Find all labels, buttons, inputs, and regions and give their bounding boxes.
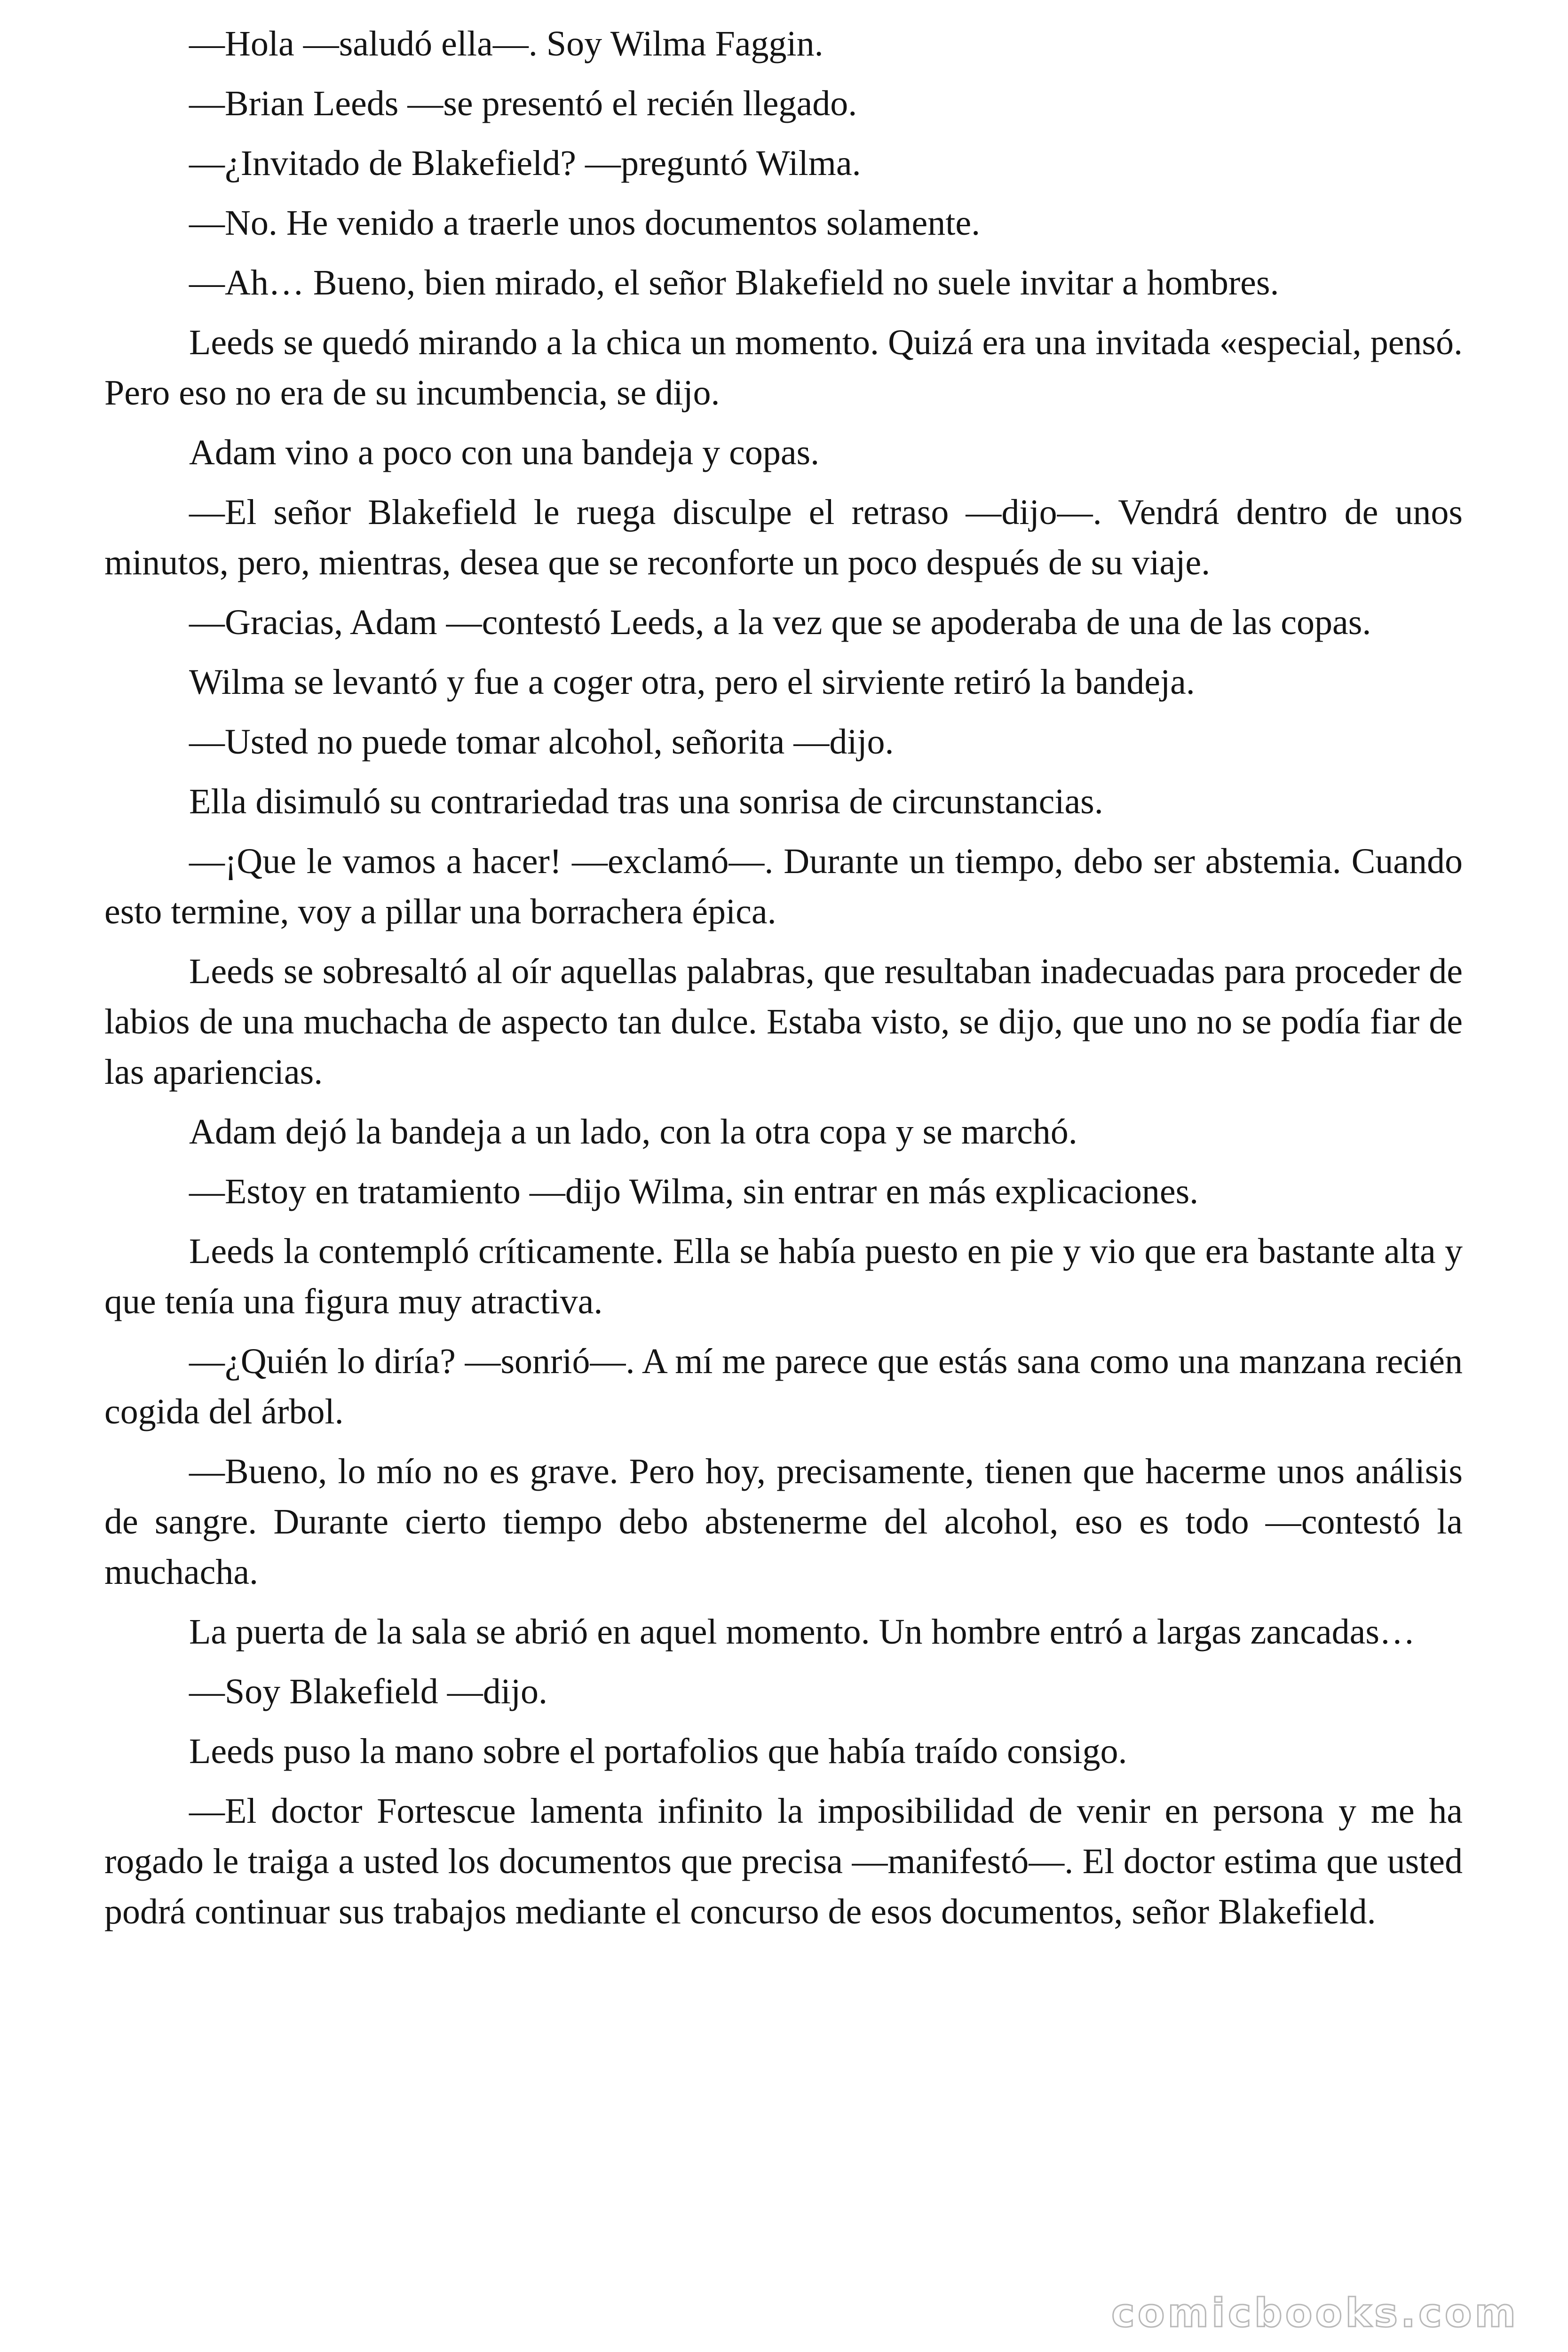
paragraph: —Soy Blakefield —dijo.	[189, 1672, 548, 1711]
book-page-text	[104, 19, 1463, 1947]
paragraph: —Gracias, Adam —contestó Leeds, a la vez que se apoderaba de una de las copas.	[189, 603, 1371, 642]
paragraph: Leeds la contempló críticamente. Ella se había puesto en pie y vio que era bastante alta y que tenía una figura muy atractiva.	[104, 1232, 1463, 1321]
paragraph: Leeds se quedó mirando a la chica un momento. Quizá era una invitada «especial, pensó. Pero eso no era de su incumbencia, se dijo.	[104, 323, 1463, 413]
paragraph: —Usted no puede tomar alcohol, señorita —dijo.	[189, 722, 894, 762]
paragraph: Adam dejó la bandeja a un lado, con la otra copa y se marchó.	[189, 1112, 1077, 1152]
watermark: comicbooks.com	[1111, 2290, 1519, 2336]
paragraph: —No. He venido a traerle unos documentos solamente.	[189, 203, 981, 243]
paragraph: Adam vino a poco con una bandeja y copas.	[189, 433, 820, 472]
paragraph: —El doctor Fortescue lamenta infinito la imposibilidad de venir en persona y me ha rogado le traiga a usted los documentos que precisa —manifestó—. El doctor estima que usted podrá continuar sus trabajos mediante el concurso de esos documentos, señor Blakefield.	[104, 1791, 1463, 1931]
paragraph: —Hola —saludó ella—. Soy Wilma Faggin.	[189, 24, 824, 64]
paragraph: —¿Quién lo diría? —sonrió—. A mí me parece que estás sana como una manzana recién cogida del árbol.	[104, 1342, 1463, 1431]
paragraph: —¿Invitado de Blakefield? —preguntó Wilma.	[189, 143, 861, 183]
paragraph: —Ah… Bueno, bien mirado, el señor Blakefield no suele invitar a hombres.	[189, 263, 1279, 302]
paragraph: —Brian Leeds —se presentó el recién llegado.	[189, 84, 857, 123]
paragraph: —Estoy en tratamiento —dijo Wilma, sin entrar en más explicaciones.	[189, 1172, 1199, 1211]
paragraph: Leeds puso la mano sobre el portafolios que había traído consigo.	[189, 1732, 1127, 1771]
paragraph: —¡Que le vamos a hacer! —exclamó—. Durante un tiempo, debo ser abstemia. Cuando esto termine, voy a pillar una borrachera épica.	[104, 842, 1463, 931]
paragraph: La puerta de la sala se abrió en aquel momento. Un hombre entró a largas zancadas…	[189, 1612, 1415, 1652]
paragraph: —Bueno, lo mío no es grave. Pero hoy, precisamente, tienen que hacerme unos análisis de sangre. Durante cierto tiempo debo abstenerme del alcohol, eso es todo —contestó la muchacha.	[104, 1452, 1463, 1592]
paragraph: Ella disimuló su contrariedad tras una sonrisa de circunstancias.	[189, 782, 1103, 821]
paragraph: Leeds se sobresaltó al oír aquellas palabras, que resultaban inadecuadas para proceder de labios de una muchacha de aspecto tan dulce. Estaba visto, se dijo, que uno no se podía fiar de las apariencias.	[104, 952, 1463, 1092]
paragraph: Wilma se levantó y fue a coger otra, pero el sirviente retiró la bandeja.	[189, 662, 1195, 702]
paragraph: —El señor Blakefield le ruega disculpe el retraso —dijo—. Vendrá dentro de unos minutos, pero, mientras, desea que se reconforte un poco después de su viaje.	[104, 493, 1463, 582]
